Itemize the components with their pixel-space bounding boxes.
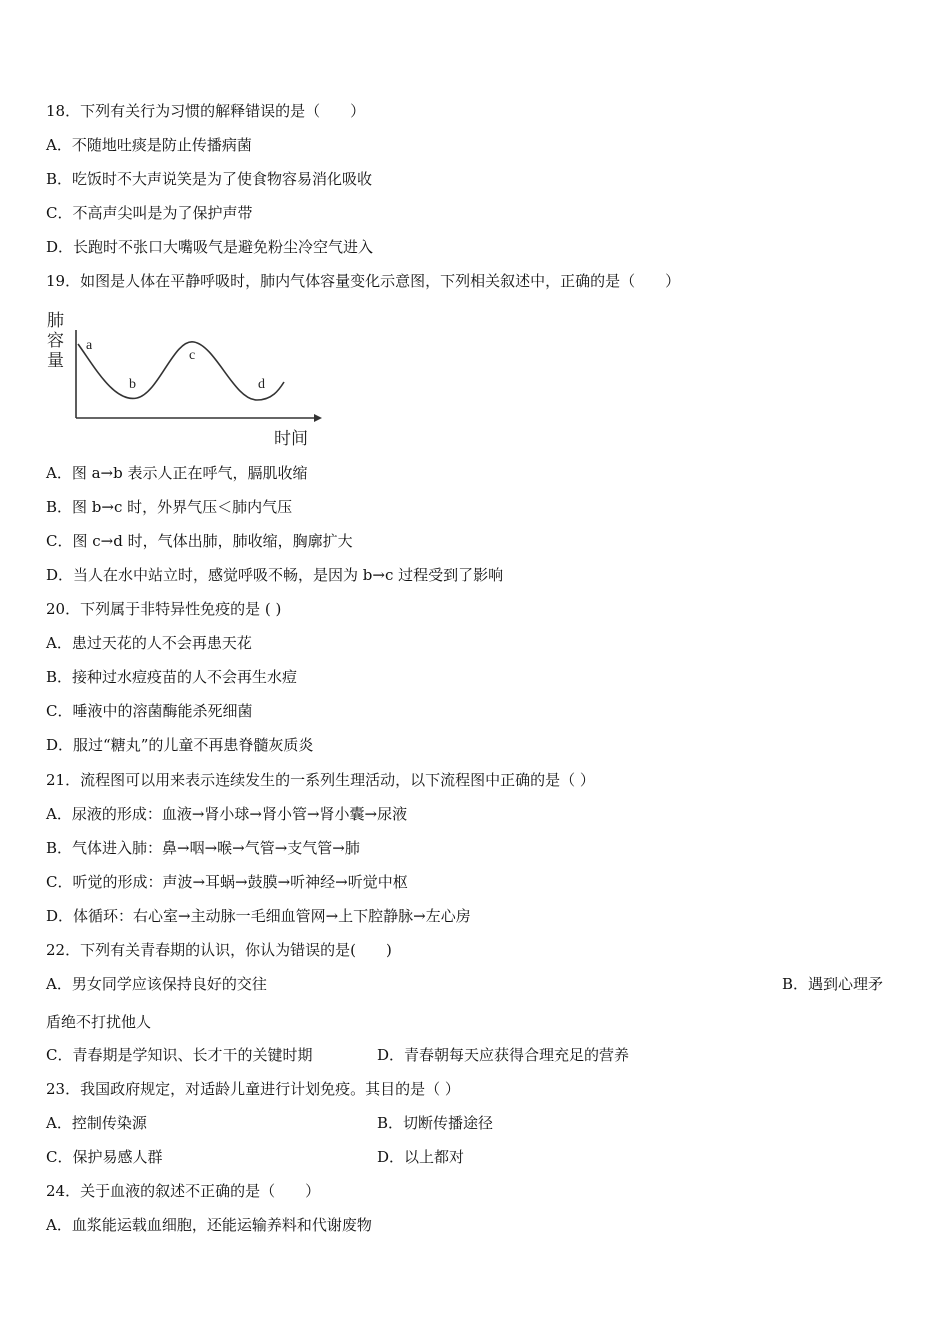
q22-option-a: A．男女同学应该保持良好的交往 <box>46 975 267 993</box>
graph-point-a: a <box>86 338 93 353</box>
q21-option-c: C．听觉的形成：声波→耳蜗→鼓膜→听神经→听觉中枢 <box>46 873 408 891</box>
q18-option-d: D．长跑时不张口大嘴吸气是避免粉尘冷空气进入 <box>46 238 374 256</box>
q20-option-a: A．患过天花的人不会再患天花 <box>46 634 252 652</box>
q23-option-d: D．以上都对 <box>377 1148 465 1166</box>
graph-ylabel-1: 肺 <box>47 311 64 331</box>
q22-option-d: D．青春朝每天应获得合理充足的营养 <box>377 1046 630 1064</box>
q23-option-c: C．保护易感人群 <box>46 1148 163 1166</box>
q21-stem: 21．流程图可以用来表示连续发生的一系列生理活动，以下流程图中正确的是（ ） <box>46 771 595 789</box>
q22-option-c: C．青春期是学知识、长才干的关键时期 <box>46 1046 313 1064</box>
graph-volume-curve <box>78 342 284 400</box>
q20-option-c: C．唾液中的溶菌酶能杀死细菌 <box>46 702 253 720</box>
q18-option-b: B．吃饭时不大声说笑是为了使食物容易消化吸收 <box>46 170 373 188</box>
q18-stem: 18．下列有关行为习惯的解释错误的是（ ） <box>46 102 366 120</box>
q23-option-a: A．控制传染源 <box>46 1114 147 1132</box>
graph-point-c: c <box>189 348 196 363</box>
q24-option-a: A．血浆能运载血细胞，还能运输养料和代谢废物 <box>46 1216 372 1234</box>
graph-point-b: b <box>129 377 136 392</box>
q19-stem: 19．如图是人体在平静呼吸时，肺内气体容量变化示意图，下列相关叙述中，正确的是（ ） <box>46 272 681 290</box>
graph-ylabel-3: 量 <box>47 351 64 371</box>
lung-volume-graph <box>44 308 334 450</box>
graph-point-d: d <box>258 377 265 392</box>
q18-option-a: A．不随地吐痰是防止传播病菌 <box>46 136 252 154</box>
q19-option-c: C．图 c→d 时，气体出肺，肺收缩，胸廓扩大 <box>46 532 353 550</box>
q20-option-b: B．接种过水痘疫苗的人不会再生水痘 <box>46 668 298 686</box>
q21-option-d: D．体循环：右心室→主动脉一毛细血管网→上下腔静脉→左心房 <box>46 907 471 925</box>
graph-xlabel: 时间 <box>274 429 308 449</box>
q19-option-a: A．图 a→b 表示人正在呼气，膈肌收缩 <box>46 464 308 482</box>
q22-option-b-continued: 盾绝不打扰他人 <box>46 1013 152 1031</box>
q21-option-b: B．气体进入肺：鼻→咽→喉→气管→支气管→肺 <box>46 839 360 857</box>
q22-option-b: B．遇到心理矛 <box>782 975 884 993</box>
q20-option-d: D．服过“糖丸”的儿童不再患脊髓灰质炎 <box>46 736 314 754</box>
q20-stem: 20．下列属于非特异性免疫的是 ( ) <box>46 600 282 618</box>
q23-stem: 23．我国政府规定，对适龄儿童进行计划免疫。其目的是（ ） <box>46 1080 460 1098</box>
q19-option-b: B．图 b→c 时，外界气压＜肺内气压 <box>46 498 293 516</box>
q23-option-b: B．切断传播途径 <box>377 1114 494 1132</box>
graph-x-arrow <box>314 414 322 422</box>
q18-option-c: C．不高声尖叫是为了保护声带 <box>46 204 253 222</box>
q24-stem: 24．关于血液的叙述不正确的是（ ） <box>46 1182 321 1200</box>
graph-ylabel-2: 容 <box>47 331 64 351</box>
q22-stem: 22．下列有关青春期的认识，你认为错误的是( ) <box>46 941 392 959</box>
q21-option-a: A．尿液的形成：血液→肾小球→肾小管→肾小囊→尿液 <box>46 805 408 823</box>
q19-option-d: D．当人在水中站立时，感觉呼吸不畅，是因为 b→c 过程受到了影响 <box>46 566 504 584</box>
